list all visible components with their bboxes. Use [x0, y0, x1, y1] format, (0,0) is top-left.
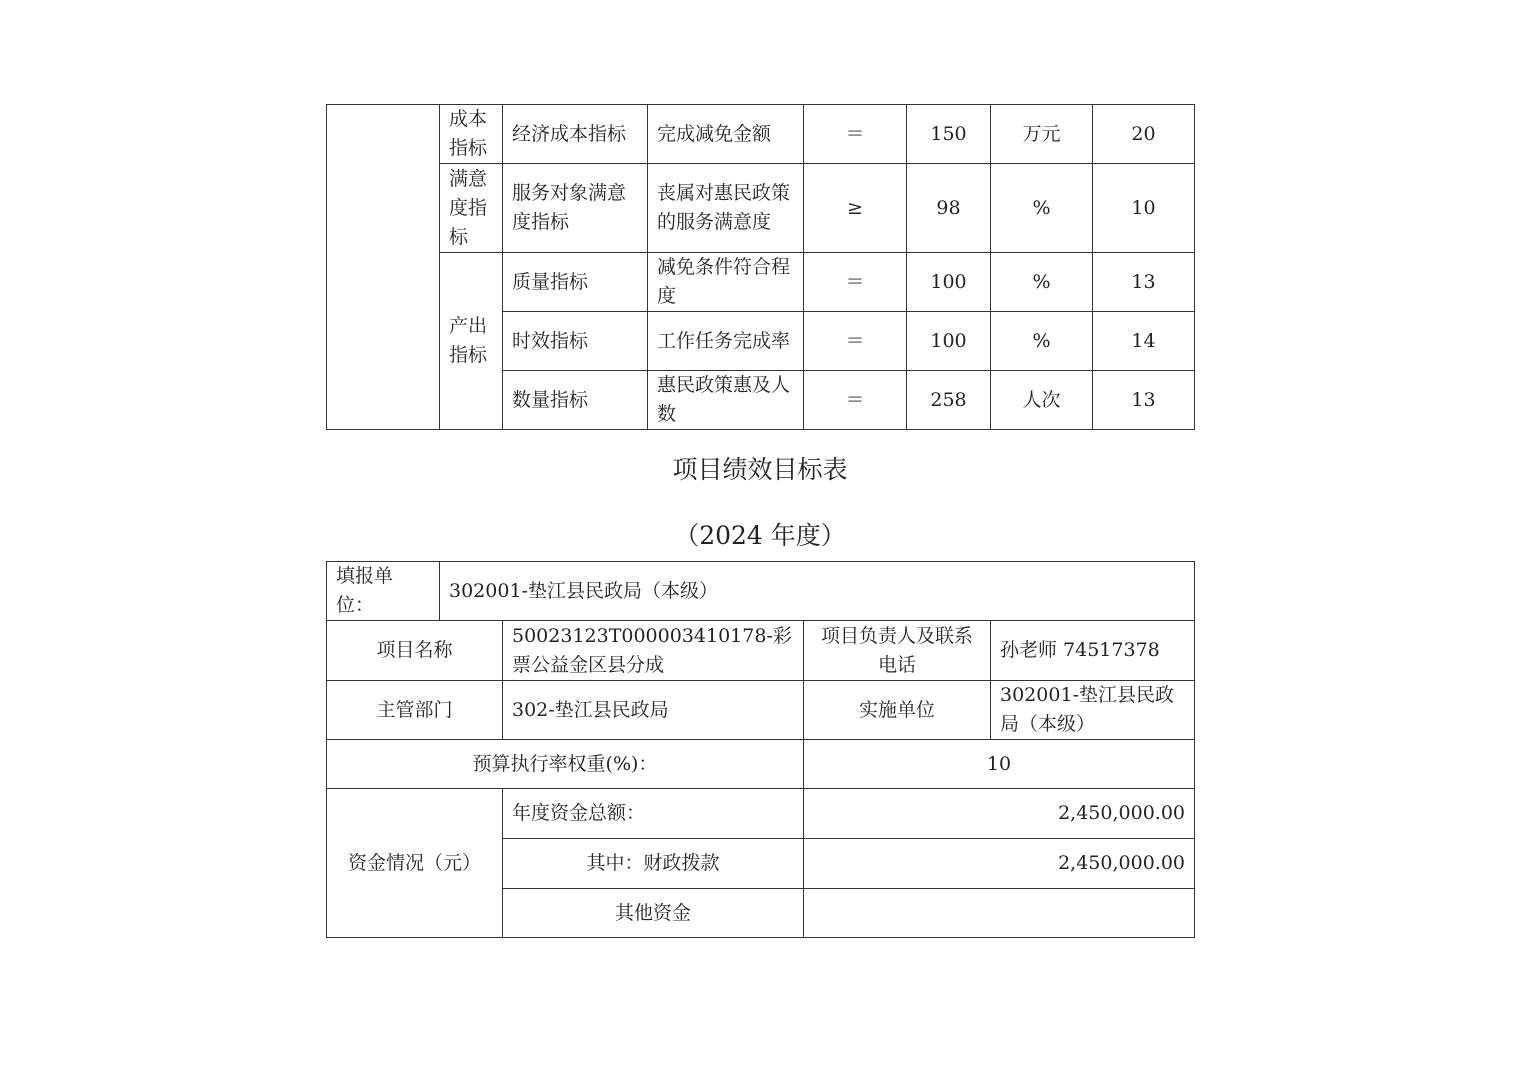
target-value: 98 — [907, 164, 991, 253]
target-value: 100 — [907, 312, 991, 371]
page-title: 项目绩效目标表 — [672, 455, 848, 484]
unit: 万元 — [991, 105, 1093, 164]
year-subtitle: （2024 年度） — [674, 521, 846, 550]
table-row — [327, 621, 1195, 681]
operator: ＝ — [804, 371, 907, 430]
operator: ≥ — [804, 164, 907, 253]
indicator-name: 完成减免金额 — [648, 105, 804, 164]
weight: 13 — [1093, 371, 1195, 430]
project-name-label: 项目名称 — [327, 621, 503, 681]
third-level-indicator: 数量指标 — [503, 371, 648, 430]
second-level-indicator: 成本指标 — [440, 105, 503, 164]
annual-total-value: 2,450,000.00 — [804, 789, 1195, 839]
budget-weight-value: 10 — [804, 740, 1195, 789]
budget-weight-label: 预算执行率权重(%)： — [327, 740, 804, 789]
table-row — [327, 253, 1195, 312]
project-name-value: 50023123T000003410178-彩票公益金区县分成 — [503, 621, 804, 681]
performance-indicator-table — [326, 104, 1195, 430]
table-row — [327, 164, 1195, 253]
unit: % — [991, 312, 1093, 371]
contact-label: 项目负责人及联系电话 — [804, 621, 991, 681]
table-row — [327, 681, 1195, 740]
fiscal-value: 2,450,000.00 — [804, 839, 1195, 889]
unit: % — [991, 164, 1093, 253]
third-level-indicator: 服务对象满意度指标 — [503, 164, 648, 253]
fiscal-label: 其中：财政拨款 — [503, 839, 804, 889]
table-row — [327, 789, 1195, 839]
impl-unit-label: 实施单位 — [804, 681, 991, 740]
third-level-indicator: 质量指标 — [503, 253, 648, 312]
third-level-indicator: 经济成本指标 — [503, 105, 648, 164]
annual-total-label: 年度资金总额： — [503, 789, 804, 839]
second-level-indicator: 满意度指标 — [440, 164, 503, 253]
operator: ＝ — [804, 105, 907, 164]
indicator-name: 惠民政策惠及人数 — [648, 371, 804, 430]
fill-unit-value: 302001-垫江县民政局（本级） — [440, 562, 1195, 621]
target-value: 258 — [907, 371, 991, 430]
contact-value: 孙老师 74517378 — [991, 621, 1195, 681]
dept-value: 302-垫江县民政局 — [503, 681, 804, 740]
indicator-name: 丧属对惠民政策的服务满意度 — [648, 164, 804, 253]
table-row — [327, 740, 1195, 789]
table-row — [327, 105, 1195, 164]
target-value: 100 — [907, 253, 991, 312]
indicator-name: 工作任务完成率 — [648, 312, 804, 371]
weight: 14 — [1093, 312, 1195, 371]
unit: 人次 — [991, 371, 1093, 430]
project-info-table — [326, 561, 1195, 938]
target-value: 150 — [907, 105, 991, 164]
fill-unit-label: 填报单位： — [327, 562, 440, 621]
other-funds-label: 其他资金 — [503, 889, 804, 938]
weight: 13 — [1093, 253, 1195, 312]
other-funds-value — [804, 889, 1195, 938]
dept-label: 主管部门 — [327, 681, 503, 740]
operator: ＝ — [804, 253, 907, 312]
first-level-indicator-cell — [327, 105, 440, 430]
impl-unit-value: 302001-垫江县民政局（本级） — [991, 681, 1195, 740]
second-level-indicator: 产出指标 — [440, 253, 503, 430]
table-row — [327, 562, 1195, 621]
funds-label: 资金情况（元） — [327, 789, 503, 938]
unit: % — [991, 253, 1093, 312]
weight: 10 — [1093, 164, 1195, 253]
weight: 20 — [1093, 105, 1195, 164]
indicator-name: 减免条件符合程度 — [648, 253, 804, 312]
third-level-indicator: 时效指标 — [503, 312, 648, 371]
operator: ＝ — [804, 312, 907, 371]
